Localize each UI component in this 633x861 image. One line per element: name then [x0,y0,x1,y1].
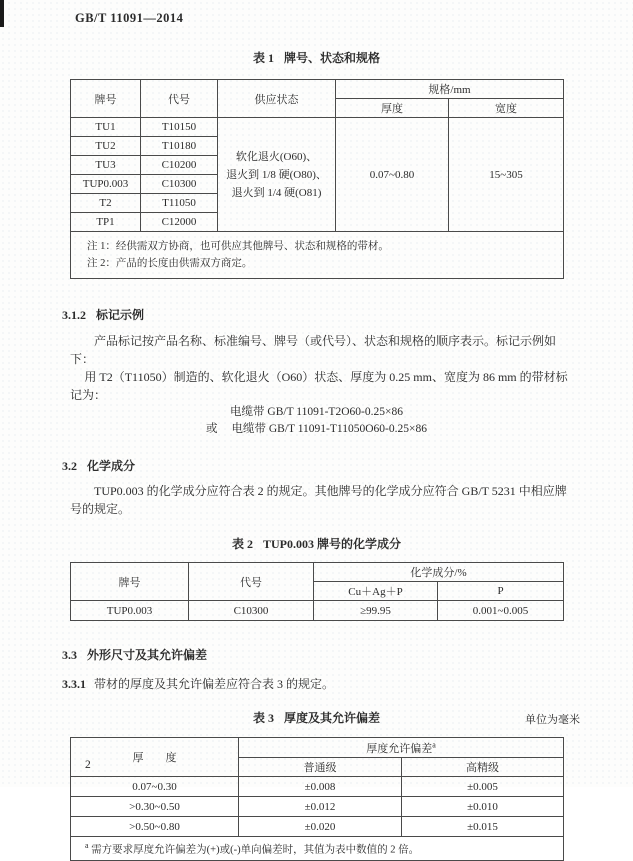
table-2-chemical-composition [70,562,564,621]
table3-high-cell: ±0.005 [402,777,564,797]
table1-header-spec: 规格/mm [336,80,564,99]
table1-code-cell: T10150 [141,118,218,137]
footnote-text: 需方要求厚度允许偏差为(+)或(-)单向偏差时，其值为表中数值的 2 倍。 [91,844,420,856]
table3-normal-cell: ±0.012 [239,797,402,817]
table3-header-normal-grade: 普通级 [239,758,402,777]
table1-header-supply-state: 供应状态 [218,80,336,118]
table2-code-cell: C10300 [189,601,314,621]
paragraph-3-2: TUP0.003 的化学成分应符合表 2 的规定。其他牌号的化学成分应符合 GB/T 5231 中相应牌号的规定。 [70,484,567,516]
supply-state-line: 退火到 1/8 硬(O80)、 [226,168,327,181]
table-3-thickness-tolerance [70,737,564,861]
table2-caption-number: 表 2 [231,537,253,551]
table2-header-brand: 牌号 [71,563,189,601]
standard-number: GB/T 11091—2014 [75,11,184,25]
table2-caption-title: TUP0.003 牌号的化学成分 [263,537,402,551]
paragraph-3-1-2-line2: 用 T2（T11050）制造的、软化退火（O60）状态、厚度为 0.25 mm、宽度为 86 mm 的带材标记为： [70,370,568,402]
section-text: 带材的厚度及其允许偏差应符合表 3 的规定。 [94,677,335,691]
table1-header-code: 代号 [141,80,218,118]
table1-note-2: 注 2：产品的长度由供需双方商定。 [87,258,253,269]
page-edge-mark [0,0,4,27]
table2-caption [70,535,563,552]
section-title: 化学成分 [87,459,136,473]
tolerance-label: 厚度允许偏差 [366,742,433,755]
table1-code-cell: T10180 [141,137,218,156]
supply-state-line: 软化退火(O60)、 [235,150,318,163]
table-1-brands-states-specs [70,79,564,279]
table-row [71,817,564,837]
table3-header-thickness: 厚 度 [71,738,239,777]
table3-footnote [71,837,564,861]
example-2-text: 电缆带 GB/T 11091-T11050O60-0.25×86 [231,422,427,435]
supply-state-line: 退火到 1/4 硬(O81) [231,186,322,199]
section-title: 外形尺寸及其允许偏差 [87,648,208,662]
table1-brand-cell: TU2 [71,137,141,156]
table1-caption [70,49,563,66]
table1-code-cell: C12000 [141,213,218,232]
table1-note-1: 注 1：经供需双方协商，也可供应其他牌号、状态和规格的带材。 [87,241,389,252]
table3-normal-cell: ±0.020 [239,817,402,837]
table1-brand-cell: TUP0.003 [71,175,141,194]
section-heading-3-1-2 [62,306,633,323]
section-number: 3.1.2 [62,308,86,322]
table1-header-brand: 牌号 [71,80,141,118]
table2-cu-ag-p-cell: ≥99.95 [314,601,438,621]
table3-caption-number: 表 3 [252,711,274,725]
section-number: 3.2 [62,459,77,473]
table2-header-code: 代号 [189,563,314,601]
page-number: 2 [85,759,91,771]
tolerance-footnote-marker: a [432,739,436,749]
table3-high-cell: ±0.015 [402,817,564,837]
table2-brand-cell: TUP0.003 [71,601,189,621]
marking-example-2 [70,421,563,438]
table3-range-cell: >0.30~0.50 [71,797,239,817]
table3-header-high-grade: 高精级 [402,758,564,777]
table3-header-tolerance [239,738,564,758]
table1-brand-cell: T2 [71,194,141,213]
table3-caption-title: 厚度及其允许偏差 [284,711,381,725]
table3-range-cell: >0.50~0.80 [71,817,239,837]
table3-high-cell: ±0.010 [402,797,564,817]
table1-header-width: 宽度 [449,99,564,118]
table-row [71,797,564,817]
footnote-marker: a [85,840,89,850]
table1-brand-cell: TU3 [71,156,141,175]
table1-header-thickness: 厚度 [336,99,449,118]
unit-note: 单位为毫米 [525,714,580,726]
table2-header-p: P [438,582,564,601]
table3-caption-row [70,709,580,726]
table1-code-cell: T11050 [141,194,218,213]
table-row [71,777,564,797]
table1-caption-number: 表 1 [252,51,274,65]
table2-p-cell: 0.001~0.005 [438,601,564,621]
table2-header-composition: 化学成分/% [314,563,564,582]
table1-notes [71,232,564,279]
table3-caption [70,709,563,726]
table1-code-cell: C10200 [141,156,218,175]
table1-code-cell: C10300 [141,175,218,194]
table-row [71,118,564,137]
section-number: 3.3 [62,648,77,662]
example-or-label: 或 [206,422,218,435]
section-heading-3-2 [62,457,633,474]
section-heading-3-3-1 [62,675,633,692]
table-row [71,601,564,621]
table1-brand-cell: TP1 [71,213,141,232]
table1-brand-cell: TU1 [71,118,141,137]
table3-normal-cell: ±0.008 [239,777,402,797]
section-heading-3-3 [62,646,633,663]
section-number: 3.3.1 [62,677,86,691]
table2-header-cu-ag-p: Cu＋Ag＋P [314,582,438,601]
paragraph-3-1-2-line1: 产品标记按产品名称、标准编号、牌号（或代号）、状态和规格的顺序表示。标记示例如下： [70,334,557,366]
section-title: 标记示例 [96,308,145,322]
table1-thickness-range-cell: 0.07~0.80 [336,118,449,232]
table1-width-range-cell: 15~305 [449,118,564,232]
table1-supply-state-cell [218,118,336,232]
marking-example-1: 电缆带 GB/T 11091-T2O60-0.25×86 [230,406,403,418]
table3-range-cell: 0.07~0.30 [71,777,239,797]
table1-caption-title: 牌号、状态和规格 [284,51,381,65]
